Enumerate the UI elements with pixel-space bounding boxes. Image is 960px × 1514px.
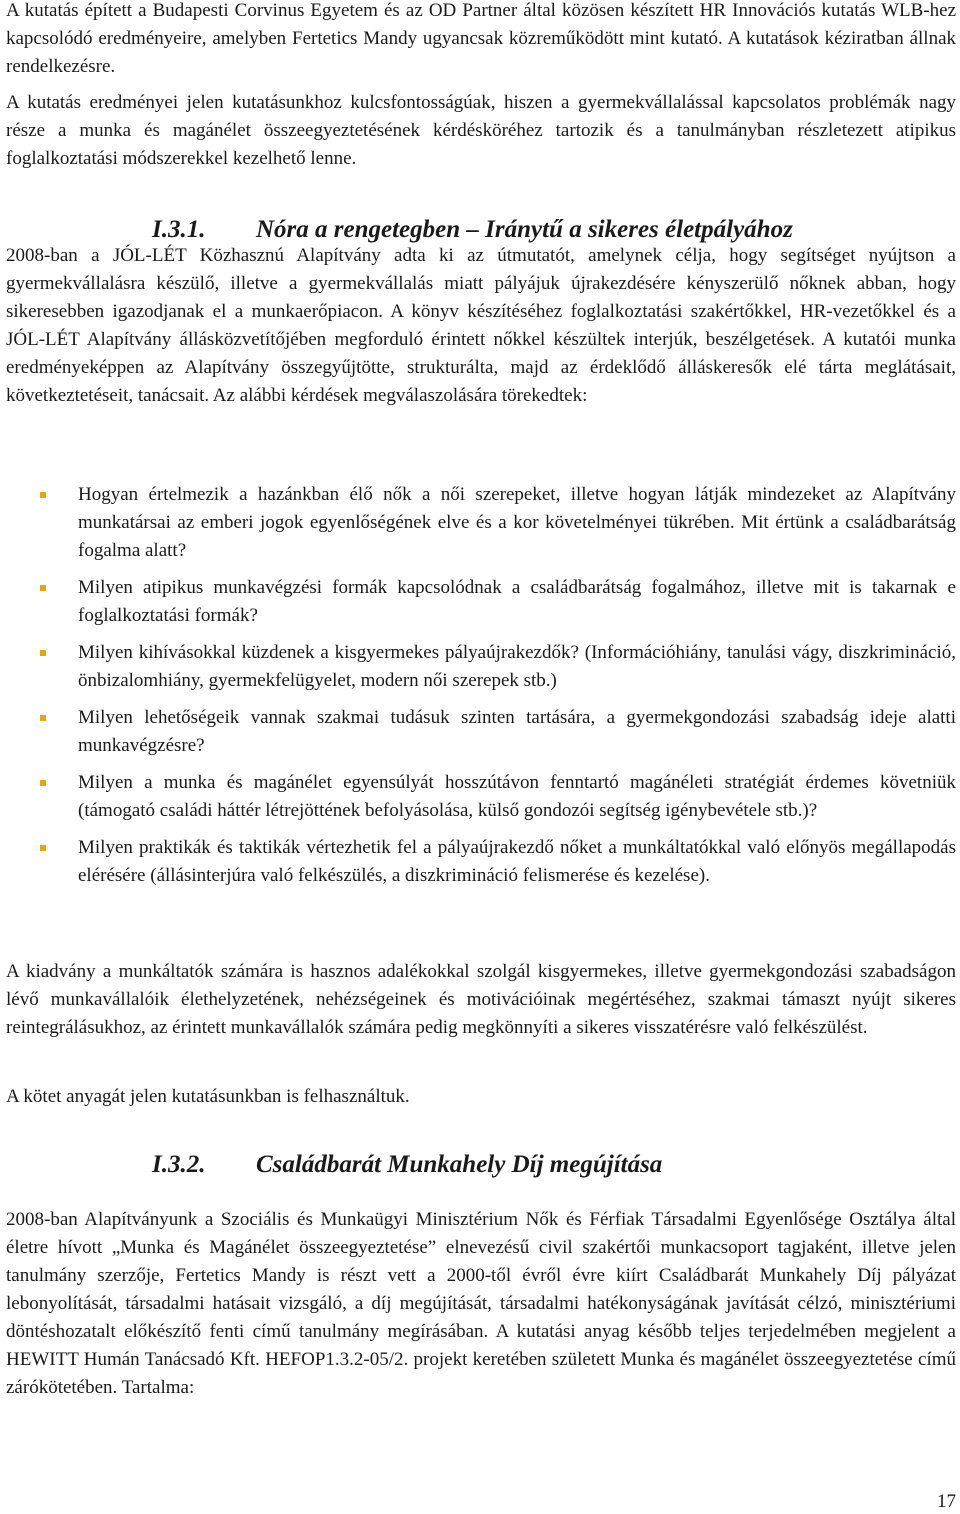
section-heading-2: [152, 1149, 662, 1181]
page-number: 17: [937, 1491, 956, 1512]
list-item-text: Milyen atipikus munkavégzési formák kapcsolódnak a családbarátság fogalmához, illetve mit is takarnak e foglalkoztatási formák?: [78, 577, 956, 626]
intro-paragraph-2: A kutatás eredményei jelen kutatásunkhoz kulcsfontosságúak, hiszen a gyermekvállalással kapcsolatos problémák nagy része a munka és magánélet összeegyeztetésének kérdésköréhez tartozik és a tanulmányban részletezett atipikus foglalkoztatási módszerekkel kezelhető lenne.: [6, 92, 956, 169]
list-item: [6, 704, 956, 760]
square-bullet-icon: [40, 715, 46, 721]
list-item: [6, 481, 956, 565]
body-paragraph-4: 2008-ban Alapítványunk a Szociális és Munkaügyi Minisztérium Nők és Férfiak Társadalmi Egyenlősége Osztálya által életre hívott „Munka és Magánélet összeegyeztetése” elnevezésű civil szakértői munkacsoport tagjaként, illetve jelen tanulmány szerzője, Fertetics Mandy is részt vett a 2000-től évről évre kiírt Családbarát Munkahely Díj pályázat lebonyolítását, társadalmi hatásait vizsgáló, a díj megújítását, társadalmi hatékonyságának javítását célzó, minisztériumi döntéshozatalt előkészítő fenti című tanulmány megírásában. A kutatási anyag később teljes terjedelmében megjelent a HEWITT Humán Tanácsadó Kft. HEFOP1.3.2-05/2. projekt keretében született Munka és magánélet összeegyeztetése című zárókötetében. Tartalma:: [6, 1209, 956, 1398]
list-item-text: Hogyan értelmezik a hazánkban élő nők a női szerepeket, illetve hogyan látják mindezeket az Alapítvány munkatársai az emberi jogok egyenlőségének elve és a kor követelményei tükrében. Mit értünk a családbarátság fogalma alatt?: [78, 484, 956, 561]
section-title: Családbarát Munkahely Díj megújítása: [256, 1151, 663, 1178]
body-paragraph-2: A kiadvány a munkáltatók számára is hasznos adalékokkal szolgál kisgyermekes, illetve gyermekgondozási szabadságon lévő munkavállalóik élethelyzetének, nehézségeinek és motivációinak megértéséhez, szakmai támaszt nyújt sikeres reintegrálásukhoz, az érintett munkavállalók számára pedig megkönnyíti a sikeres visszatérésre való felkészülést.: [6, 961, 956, 1038]
list-item: [6, 769, 956, 825]
body-paragraph-1: 2008-ban a JÓL-LÉT Közhasznú Alapítvány adta ki az útmutatót, amelynek célja, hogy segítséget nyújtson a gyermekvállalásra készülő, illetve a gyermekvállalás miatt pályájuk újrakezdésére kényszerülő nőknek abban, hogy sikeresebben igazodjanak el a munkaerőpiacon. A könyv készítéséhez foglalkoztatási szakértőkkel, HR-vezetőkkel és a JÓL-LÉT Alapítvány állásközvetítőjében megforduló érintett nőkkel készültek interjúk, beszélgetések. A kutatói munka eredményeképpen az Alapítvány összegyűjtötte, strukturálta, majd az érdeklődő álláskeresők elé tárta meglátásait, következtetéseit, tanácsait. Az alábbi kérdések megválaszolására törekedtek:: [6, 245, 956, 406]
section-number: I.3.1.: [152, 216, 206, 243]
list-item: [6, 834, 956, 890]
square-bullet-icon: [40, 585, 46, 591]
list-item: [6, 574, 956, 630]
section-number: I.3.2.: [152, 1151, 206, 1178]
square-bullet-icon: [40, 492, 46, 498]
list-item-text: Milyen kihívásokkal küzdenek a kisgyermekes pályaújrakezdők? (Információhiány, tanulási vágy, diszkrimináció, önbizalomhiány, gyermekfelügyelet, modern női szerepek stb.): [78, 642, 956, 691]
square-bullet-icon: [40, 780, 46, 786]
square-bullet-icon: [40, 650, 46, 656]
square-bullet-icon: [40, 845, 46, 851]
question-list: [6, 481, 956, 899]
list-item: [6, 639, 956, 695]
intro-paragraph-1: A kutatás épített a Budapesti Corvinus Egyetem és az OD Partner által közösen készített HR Innovációs kutatás WLB-hez kapcsolódó eredményeire, amelyben Fertetics Mandy ugyancsak közreműködött mint kutató. A kutatások kéziratban állnak rendelkezésre.: [6, 0, 956, 77]
section-title: Nóra a rengetegben – Iránytű a sikeres életpályához: [256, 216, 793, 243]
list-item-text: Milyen a munka és magánélet egyensúlyát hosszútávon fenntartó magánéleti stratégiát érdemes követniük (támogató családi háttér létrejöttének befolyásolása, külső gondozói segítség igénybevétele stb.)?: [78, 772, 956, 821]
list-item-text: Milyen lehetőségeik vannak szakmai tudásuk szinten tartására, a gyermekgondozási szabadság ideje alatti munkavégzésre?: [78, 707, 956, 756]
body-paragraph-3: A kötet anyagát jelen kutatásunkban is felhasználtuk.: [6, 1086, 410, 1107]
list-item-text: Milyen praktikák és taktikák vértezhetik fel a pályaújrakezdő nőket a munkáltatókkal való előnyös megállapodás elérésére (állásinterjúra való felkészülés, a diszkrimináció felismerése és kezelése).: [78, 837, 956, 886]
